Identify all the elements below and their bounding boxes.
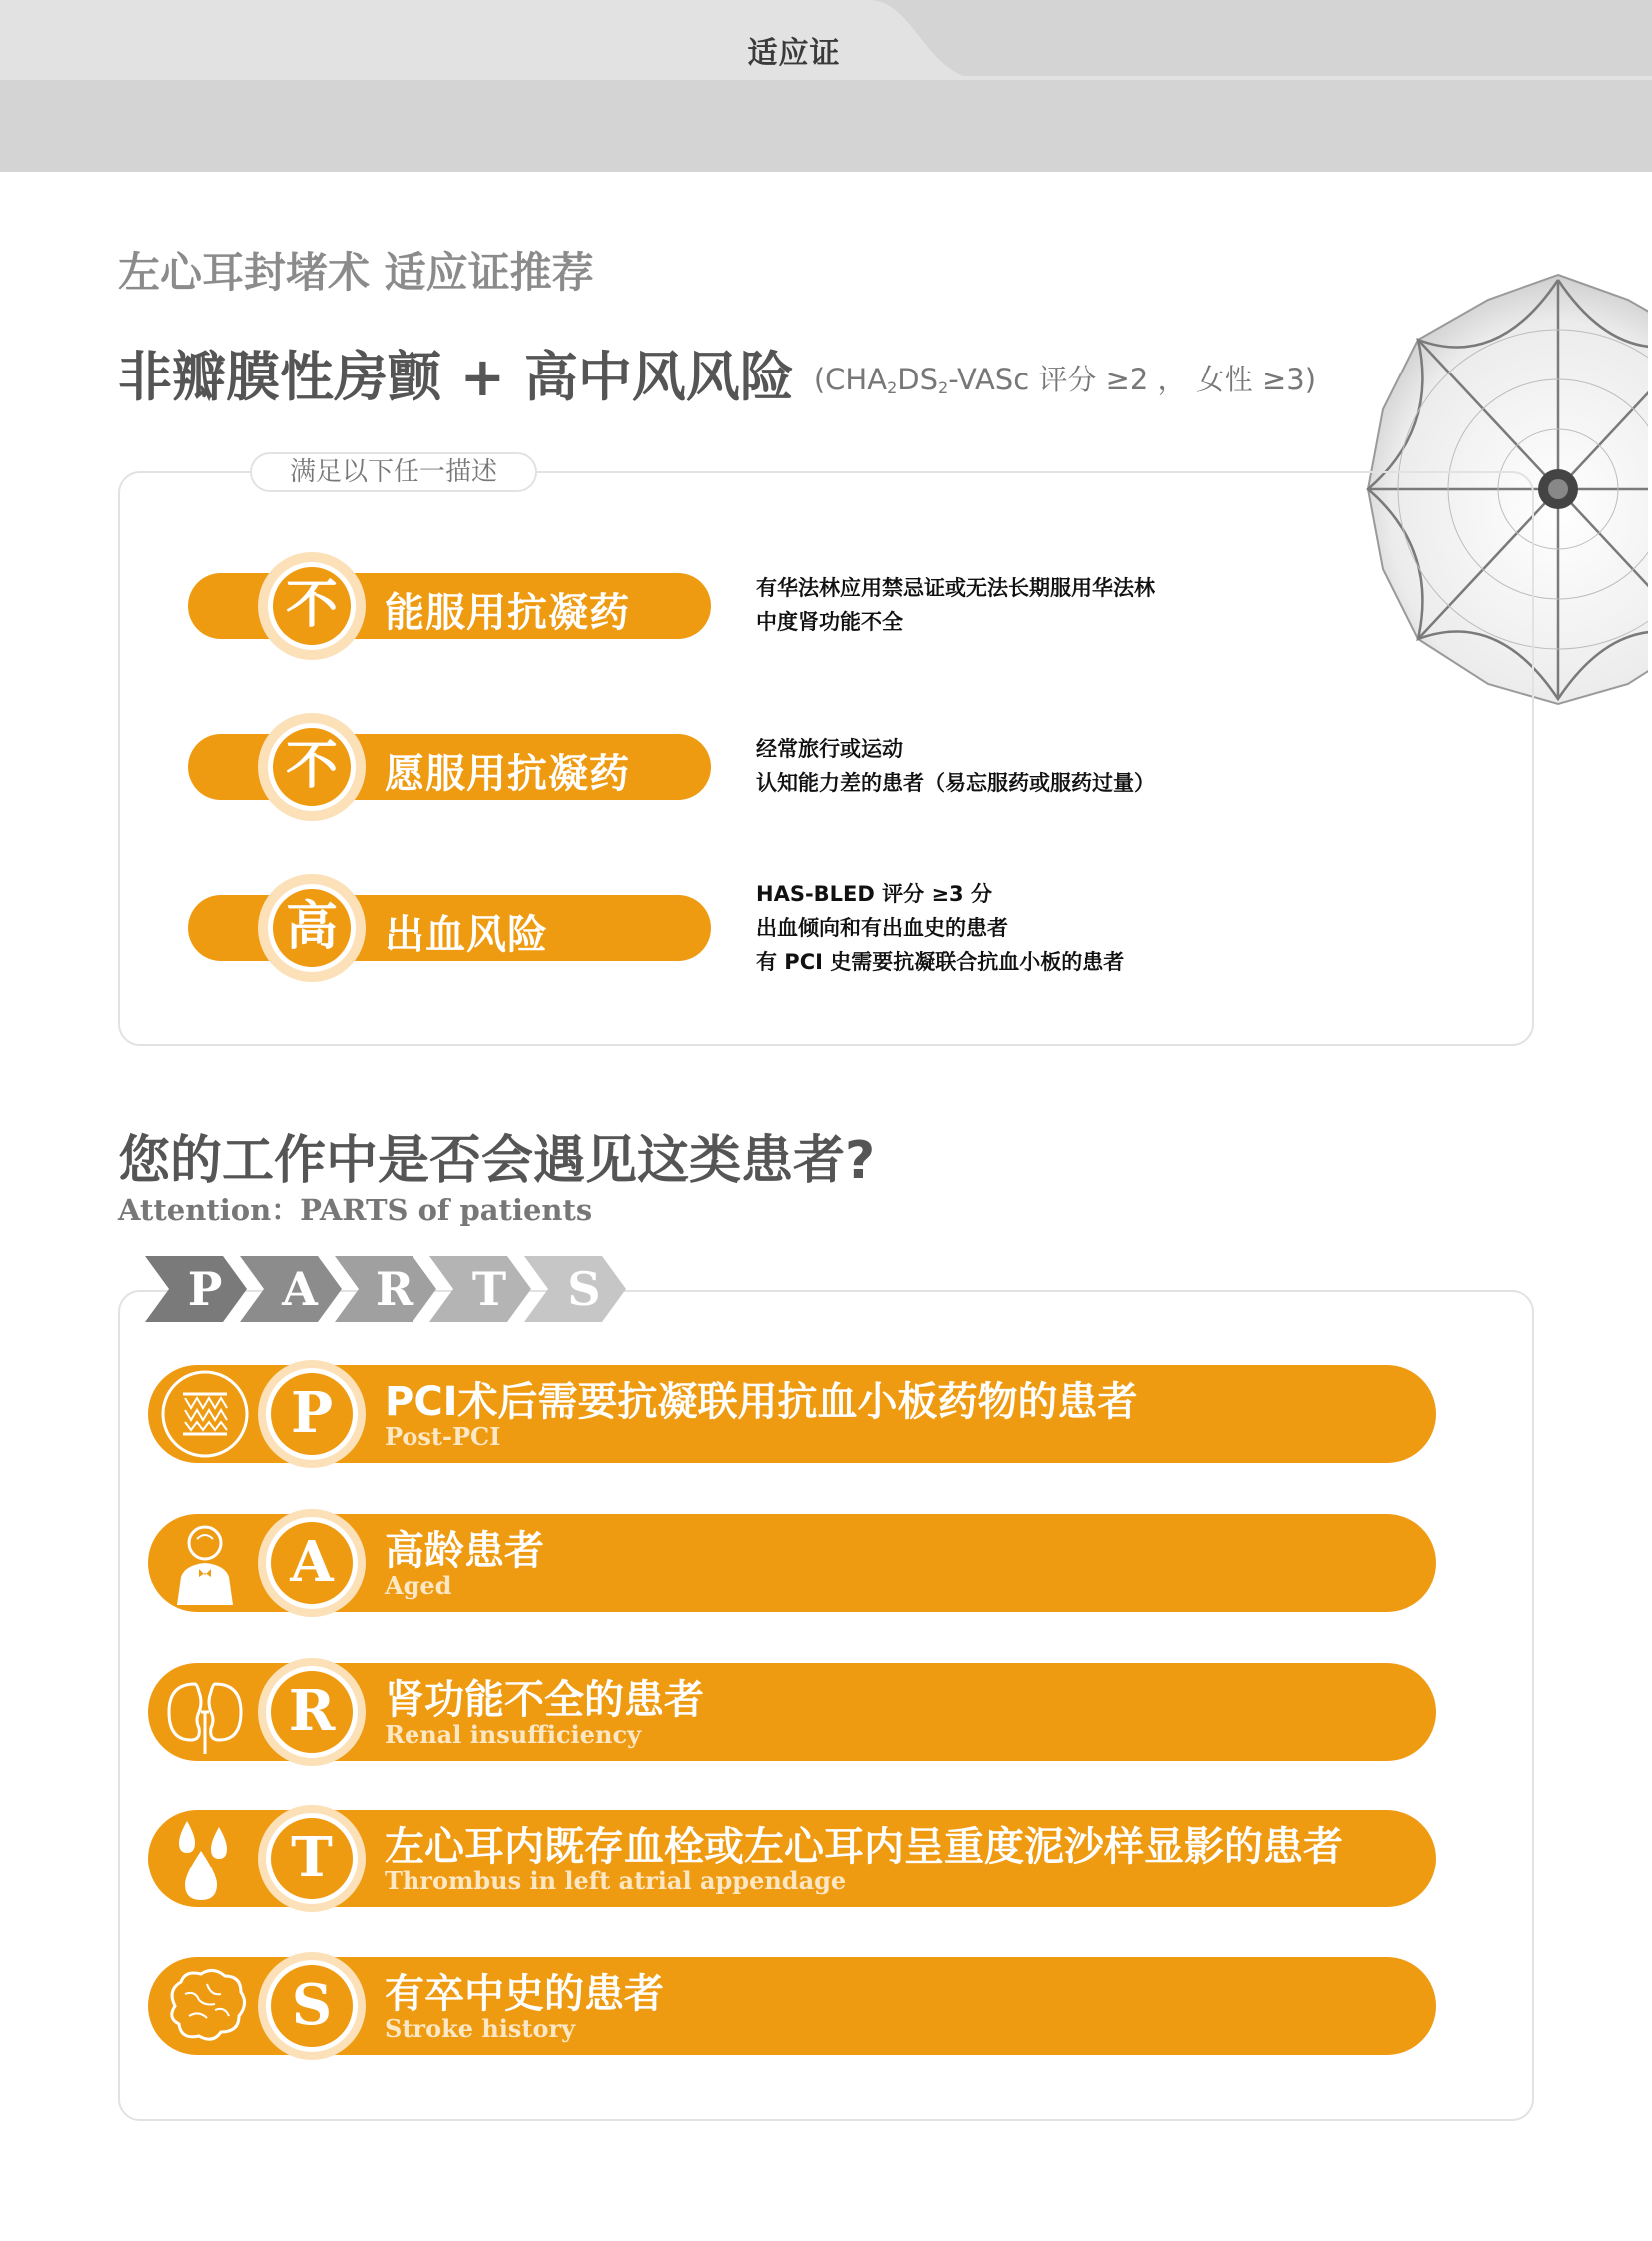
headline-text: 非瓣膜性房颤 + 高中风风险 bbox=[118, 346, 794, 408]
svg-text:P: P bbox=[187, 1262, 223, 1316]
indication-desc-3 bbox=[756, 877, 1124, 979]
parts-en: Renal insufficiency bbox=[385, 1720, 642, 1749]
letter-badge-r bbox=[258, 1658, 366, 1766]
letter-badge-s bbox=[258, 1952, 366, 2060]
letter-badge-t bbox=[258, 1805, 366, 1912]
stent-icon bbox=[155, 1368, 255, 1460]
letter-badge-a bbox=[258, 1509, 366, 1617]
desc-line: 出血倾向和有出血史的患者 bbox=[756, 916, 1008, 940]
desc-line: 经常旅行或运动 bbox=[756, 737, 903, 761]
desc-line: 有华法林应用禁忌证或无法长期服用华法林 bbox=[756, 576, 1155, 600]
chevron-a bbox=[240, 1256, 342, 1322]
criteria-sub-1: 2 bbox=[887, 378, 898, 397]
page-headline bbox=[118, 335, 1316, 411]
desc-line: HAS-BLED 评分 ≥3 分 bbox=[756, 882, 992, 906]
indication-badge-2 bbox=[258, 713, 366, 821]
indication-badge-char: 不 bbox=[268, 723, 356, 811]
parts-title: 左心耳内既存血栓或左心耳内呈重度泥沙样显影的患者 bbox=[385, 1824, 1343, 1869]
letter-badge-p bbox=[258, 1360, 366, 1468]
indication-label: 愿服用抗凝药 bbox=[385, 751, 630, 797]
desc-line: 有 PCI 史需要抗凝联合抗血小板的患者 bbox=[756, 950, 1125, 974]
letter-badge-char: R bbox=[266, 1666, 358, 1758]
letter-badge-char: P bbox=[266, 1368, 358, 1460]
blood-drops-icon bbox=[155, 1813, 255, 1904]
parts-title: 高龄患者 bbox=[385, 1528, 544, 1574]
chevron-r bbox=[335, 1256, 436, 1322]
kidney-icon bbox=[155, 1666, 255, 1758]
letter-badge-char: T bbox=[266, 1813, 358, 1904]
desc-line: 认知能力差的患者（易忘服药或服药过量） bbox=[756, 771, 1155, 795]
criteria-sub-2: 2 bbox=[938, 378, 949, 397]
indication-badge-char: 高 bbox=[268, 884, 356, 972]
indication-desc-1 bbox=[756, 571, 1155, 639]
elderly-person-icon bbox=[155, 1517, 255, 1609]
svg-text:R: R bbox=[375, 1262, 414, 1316]
parts-en: Thrombus in left atrial appendage bbox=[385, 1867, 847, 1895]
svg-text:T: T bbox=[471, 1262, 507, 1316]
indication-badge-3 bbox=[258, 874, 366, 982]
panel-tag: 满足以下任一描述 bbox=[250, 452, 537, 492]
page-subtitle: 左心耳封堵术 适应证推荐 bbox=[118, 248, 594, 297]
parts-en: Stroke history bbox=[385, 2014, 576, 2043]
section-question: 您的工作中是否会遇见这类患者? bbox=[118, 1131, 876, 1191]
criteria-part-a: (CHA bbox=[813, 363, 888, 396]
parts-en: Post-PCI bbox=[385, 1422, 501, 1451]
parts-title: 肾功能不全的患者 bbox=[385, 1677, 704, 1723]
parts-en: Aged bbox=[385, 1571, 452, 1600]
chevron-t bbox=[429, 1256, 531, 1322]
criteria-part-c: -VASc 评分 ≥2 ， 女性 ≥3) bbox=[948, 363, 1317, 396]
indication-desc-2 bbox=[756, 732, 1155, 800]
svg-text:S: S bbox=[567, 1262, 601, 1316]
parts-title: PCI术后需要抗凝联用抗血小板药物的患者 bbox=[385, 1379, 1138, 1425]
indication-badge-1 bbox=[258, 552, 366, 660]
desc-line: 中度肾功能不全 bbox=[756, 610, 903, 634]
page-section-title: 适应证 bbox=[747, 36, 841, 71]
criteria-part-b: DS bbox=[897, 363, 939, 396]
letter-badge-char: A bbox=[266, 1517, 358, 1609]
chevron-p bbox=[145, 1256, 247, 1322]
indication-badge-char: 不 bbox=[268, 562, 356, 650]
brain-icon bbox=[155, 1960, 255, 2052]
parts-chevrons bbox=[145, 1256, 634, 1322]
indication-label: 能服用抗凝药 bbox=[385, 590, 630, 636]
criteria-note bbox=[814, 363, 1316, 396]
section-subtitle: Attention：PARTS of patients bbox=[118, 1193, 593, 1227]
indication-label: 出血风险 bbox=[385, 912, 548, 958]
svg-text:A: A bbox=[282, 1262, 318, 1316]
chevron-s bbox=[524, 1256, 626, 1322]
letter-badge-char: S bbox=[266, 1960, 358, 2052]
parts-title: 有卒中史的患者 bbox=[385, 1971, 664, 2017]
